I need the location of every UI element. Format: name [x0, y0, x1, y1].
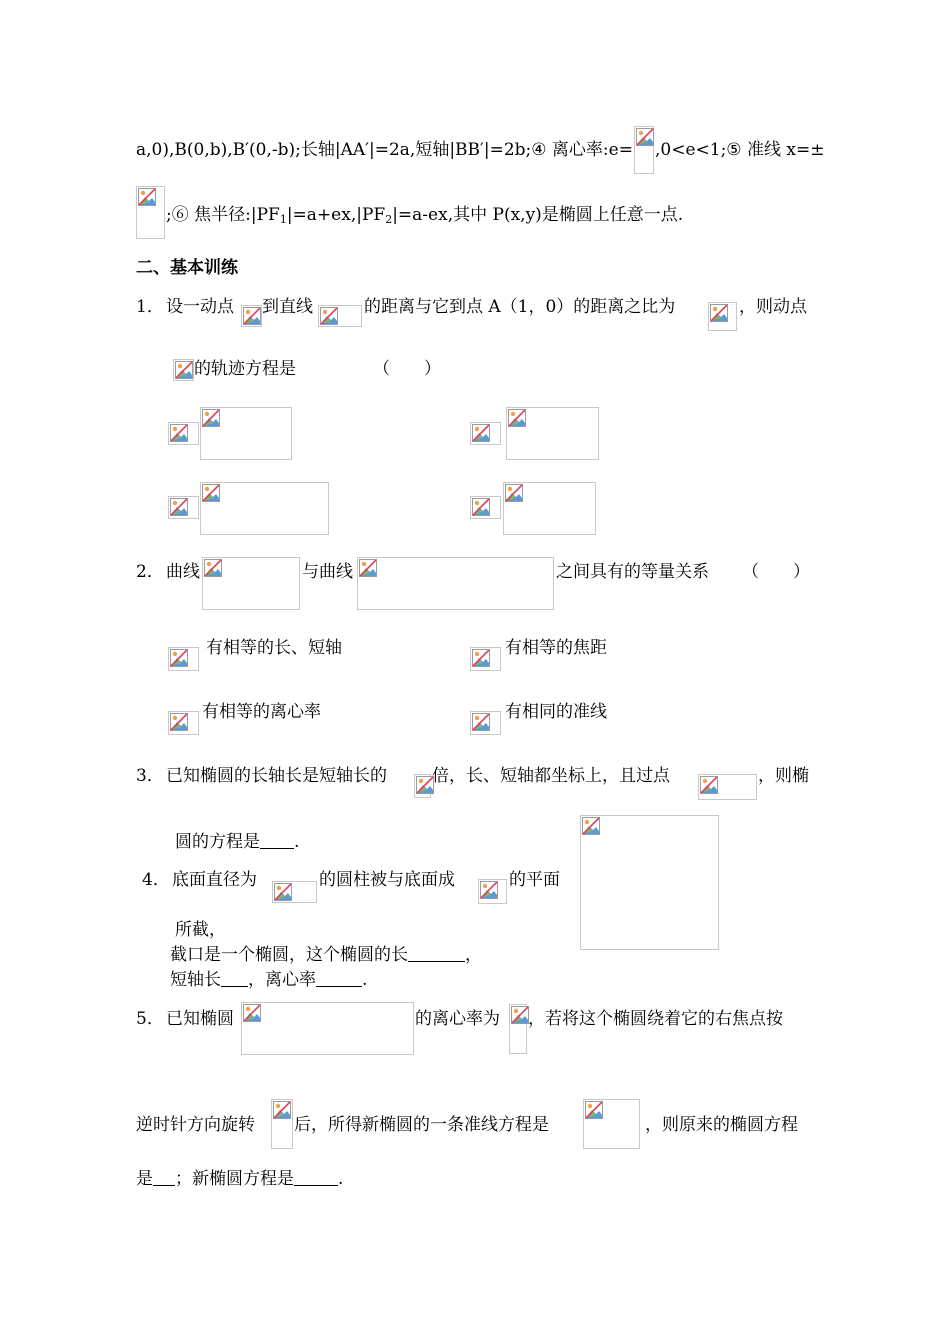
q4-number: 4．: [142, 870, 170, 890]
broken-image-icon: [243, 307, 261, 325]
answer-blank[interactable]: [260, 832, 294, 849]
formula-image: [136, 186, 165, 239]
q3-text-d: [175, 832, 299, 852]
text: .: [294, 832, 300, 852]
q5-text-c: ，若将这个椭圆绕着它的右焦点按: [528, 1009, 783, 1029]
formula-image: [241, 305, 262, 327]
q5-text-e: 后，所得新椭圆的一条准线方程是: [294, 1115, 549, 1135]
broken-image-icon: [472, 424, 490, 442]
q4-text-a: 底面直径为: [172, 870, 257, 890]
answer-blank[interactable]: [316, 970, 362, 987]
broken-image-icon: [243, 1004, 261, 1022]
formula-image: [357, 557, 554, 610]
q1-text-b: 到直线: [262, 297, 313, 317]
broken-image-icon: [359, 559, 377, 577]
q2-option-b: 有相等的焦距: [505, 638, 607, 658]
text: .: [362, 970, 368, 990]
formula-image: [583, 1099, 640, 1149]
text: ，: [465, 945, 482, 965]
option-formula-image: [200, 407, 292, 460]
q5-text-d: 逆时针方向旋转: [136, 1115, 255, 1135]
q5-text-f: ，则原来的椭圆方程: [645, 1115, 798, 1135]
option-formula-image: [506, 407, 599, 460]
broken-image-icon: [472, 649, 490, 667]
formula-image: [241, 1002, 414, 1055]
q2-option-c: 有相等的离心率: [202, 702, 321, 722]
q1-text-e: 的轨迹方程是: [194, 359, 296, 379]
option-label-image: [168, 647, 199, 671]
q1-number: 1．: [136, 297, 164, 317]
broken-image-icon: [582, 817, 600, 835]
q2-text-a: 曲线: [166, 562, 200, 582]
q5-text-a: 已知椭圆: [166, 1009, 234, 1029]
broken-image-icon: [202, 484, 220, 502]
option-label-image: [168, 711, 199, 735]
q3-number: 3．: [136, 766, 164, 786]
broken-image-icon: [170, 649, 188, 667]
text: .: [338, 1169, 344, 1189]
broken-image-icon: [505, 484, 523, 502]
q5-text-g: [136, 1169, 343, 1189]
q4-text-e: [170, 945, 482, 965]
formula-image: [509, 1004, 527, 1054]
props-line-2: [166, 205, 683, 225]
broken-image-icon: [710, 304, 728, 322]
text: 是: [136, 1169, 153, 1189]
text: |=a+ex,|PF: [286, 205, 386, 225]
text: |=a-ex,其中 P(x,y)是椭圆上任意一点.: [392, 205, 684, 225]
formula-image: [202, 557, 300, 610]
cylinder-figure-image: [580, 815, 719, 950]
q1-text-d: ，则动点: [739, 297, 807, 317]
q3-text-c: ，则椭: [758, 766, 809, 786]
broken-image-icon: [274, 883, 292, 901]
q4-text-c: 的平面: [509, 870, 560, 890]
subscript: 1: [279, 213, 287, 226]
option-label-image: [470, 647, 501, 671]
text: ，离心率: [248, 970, 316, 990]
text: 圆的方程是: [175, 832, 260, 852]
broken-image-icon: [472, 498, 490, 516]
option-formula-image: [200, 482, 329, 535]
formula-image: [173, 359, 194, 381]
q4-text-b: 的圆柱被与底面成: [319, 870, 455, 890]
option-label-image: [470, 496, 501, 519]
broken-image-icon: [138, 188, 156, 206]
props-line-1a: a,0),B(0,b),B′(0,-b);长轴|AA′|=2a,短轴|BB′|=2b;④ 离心率:e=: [136, 140, 633, 160]
option-label-image: [168, 496, 199, 519]
q1-answer-paren: （ ）: [373, 359, 441, 379]
q3-text-a: 已知椭圆的长轴长是短轴长的: [166, 766, 387, 786]
q2-text-c: 之间具有的等量关系: [556, 562, 709, 582]
answer-blank[interactable]: [153, 1169, 175, 1186]
broken-image-icon: [202, 409, 220, 427]
broken-image-icon: [585, 1101, 603, 1119]
subscript: 2: [385, 213, 393, 226]
broken-image-icon: [636, 128, 654, 146]
broken-image-icon: [480, 881, 498, 899]
broken-image-icon: [204, 559, 222, 577]
broken-image-icon: [170, 498, 188, 516]
broken-image-icon: [170, 424, 188, 442]
broken-image-icon: [700, 776, 718, 794]
broken-image-icon: [175, 361, 193, 379]
q2-text-b: 与曲线: [302, 562, 353, 582]
q4-text-f: [170, 970, 367, 990]
broken-image-icon: [320, 307, 338, 325]
option-formula-image: [503, 482, 596, 535]
broken-image-icon: [170, 713, 188, 731]
text: 截口是一个椭圆，这个椭圆的长: [170, 945, 408, 965]
q3-text-b: 倍，长、短轴都坐标上，且过点: [432, 766, 670, 786]
formula-image: [414, 774, 431, 798]
broken-image-icon: [273, 1101, 291, 1119]
option-label-image: [168, 422, 199, 445]
formula-image: [271, 1099, 293, 1149]
broken-image-icon: [508, 409, 526, 427]
q1-text-a: 设一动点: [166, 297, 234, 317]
q4-text-d: 所截，: [175, 920, 226, 940]
props-line-1b: ,0<e<1;⑤ 准线 x=±: [655, 140, 825, 160]
broken-image-icon: [511, 1006, 529, 1024]
text: ;⑥ 焦半径:|PF: [166, 205, 280, 225]
answer-blank[interactable]: [294, 1169, 338, 1186]
broken-image-icon: [472, 713, 490, 731]
formula-image: [708, 302, 737, 331]
formula-image: [272, 881, 317, 903]
option-label-image: [470, 711, 501, 735]
q2-option-d: 有相同的准线: [505, 702, 607, 722]
section-heading: 二、基本训练: [136, 258, 238, 278]
formula-image: [318, 305, 362, 327]
text: ；新椭圆方程是: [175, 1169, 294, 1189]
answer-blank[interactable]: [221, 970, 248, 987]
option-label-image: [470, 422, 501, 445]
text: 短轴长: [170, 970, 221, 990]
q5-text-b: 的离心率为: [415, 1009, 500, 1029]
q2-number: 2．: [136, 562, 164, 582]
q2-option-a: 有相等的长、短轴: [206, 638, 342, 658]
formula-image: [634, 126, 654, 174]
formula-image: [478, 879, 507, 904]
q1-text-c: 的距离与它到点 A（1，0）的距离之比为: [364, 297, 676, 317]
q2-answer-paren: （ ）: [742, 562, 810, 582]
formula-image: [698, 774, 757, 800]
answer-blank[interactable]: [408, 945, 465, 962]
q5-number: 5．: [136, 1009, 164, 1029]
